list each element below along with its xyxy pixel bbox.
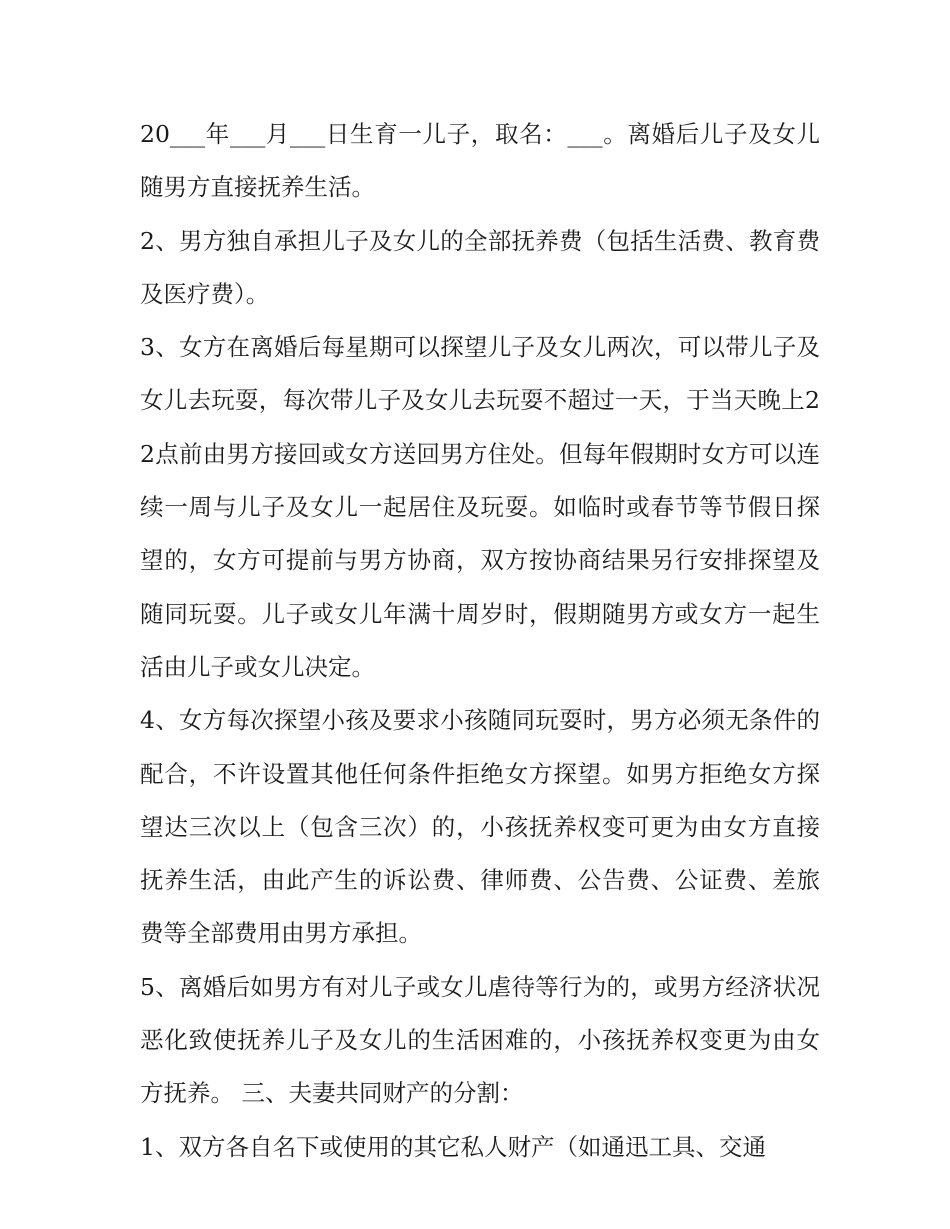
paragraph-property-division: 1、双方各自名下或使用的其它私人财产（如通迅工具、交通	[140, 1132, 766, 1161]
paragraph-child-support: 2、男方独自承担儿子及女儿的全部抚养费（包括生活费、教育费及医疗费）。	[140, 226, 820, 308]
paragraph-visitation-cooperation: 4、女方每次探望小孩及要求小孩随同玩耍时，男方必须无条件的配合，不许设置其他任何条件拒绝女方探望。如男方拒绝女方探望达三次以上（包含三次）的，小孩抚养权变可更为由女方直接抚养生活，由此产生的诉讼费、律师费、公告费、公证费、差旅费等全部费用由男方承担。	[140, 706, 820, 948]
paragraph-custody-change: 5、离婚后如男方有对儿子或女儿虐待等行为的，或男方经济状况恶化致使抚养儿子及女儿的生活困难的，小孩抚养权变更为由女方抚养。 三、夫妻共同财产的分割：	[140, 972, 820, 1108]
paragraph-birth-custody: 20___年___月___日生育一儿子，取名：___。离婚后儿子及女儿随男方直接抚养生活。	[140, 120, 820, 202]
paragraph-visitation: 3、女方在离婚后每星期可以探望儿子及女儿两次，可以带儿子及女儿去玩耍，每次带儿子及女儿去玩耍不超过一天，于当天晚上22点前由男方接回或女方送回男方住处。但每年假期时女方可以连续一周与儿子及女儿一起居住及玩耍。如临时或春节等节假日探望的，女方可提前与男方协商，双方按协商结果另行安排探望及随同玩耍。儿子或女儿年满十周岁时，假期随男方或女方一起生活由儿子或女儿决定。	[140, 333, 820, 681]
document-body	[140, 108, 820, 1174]
